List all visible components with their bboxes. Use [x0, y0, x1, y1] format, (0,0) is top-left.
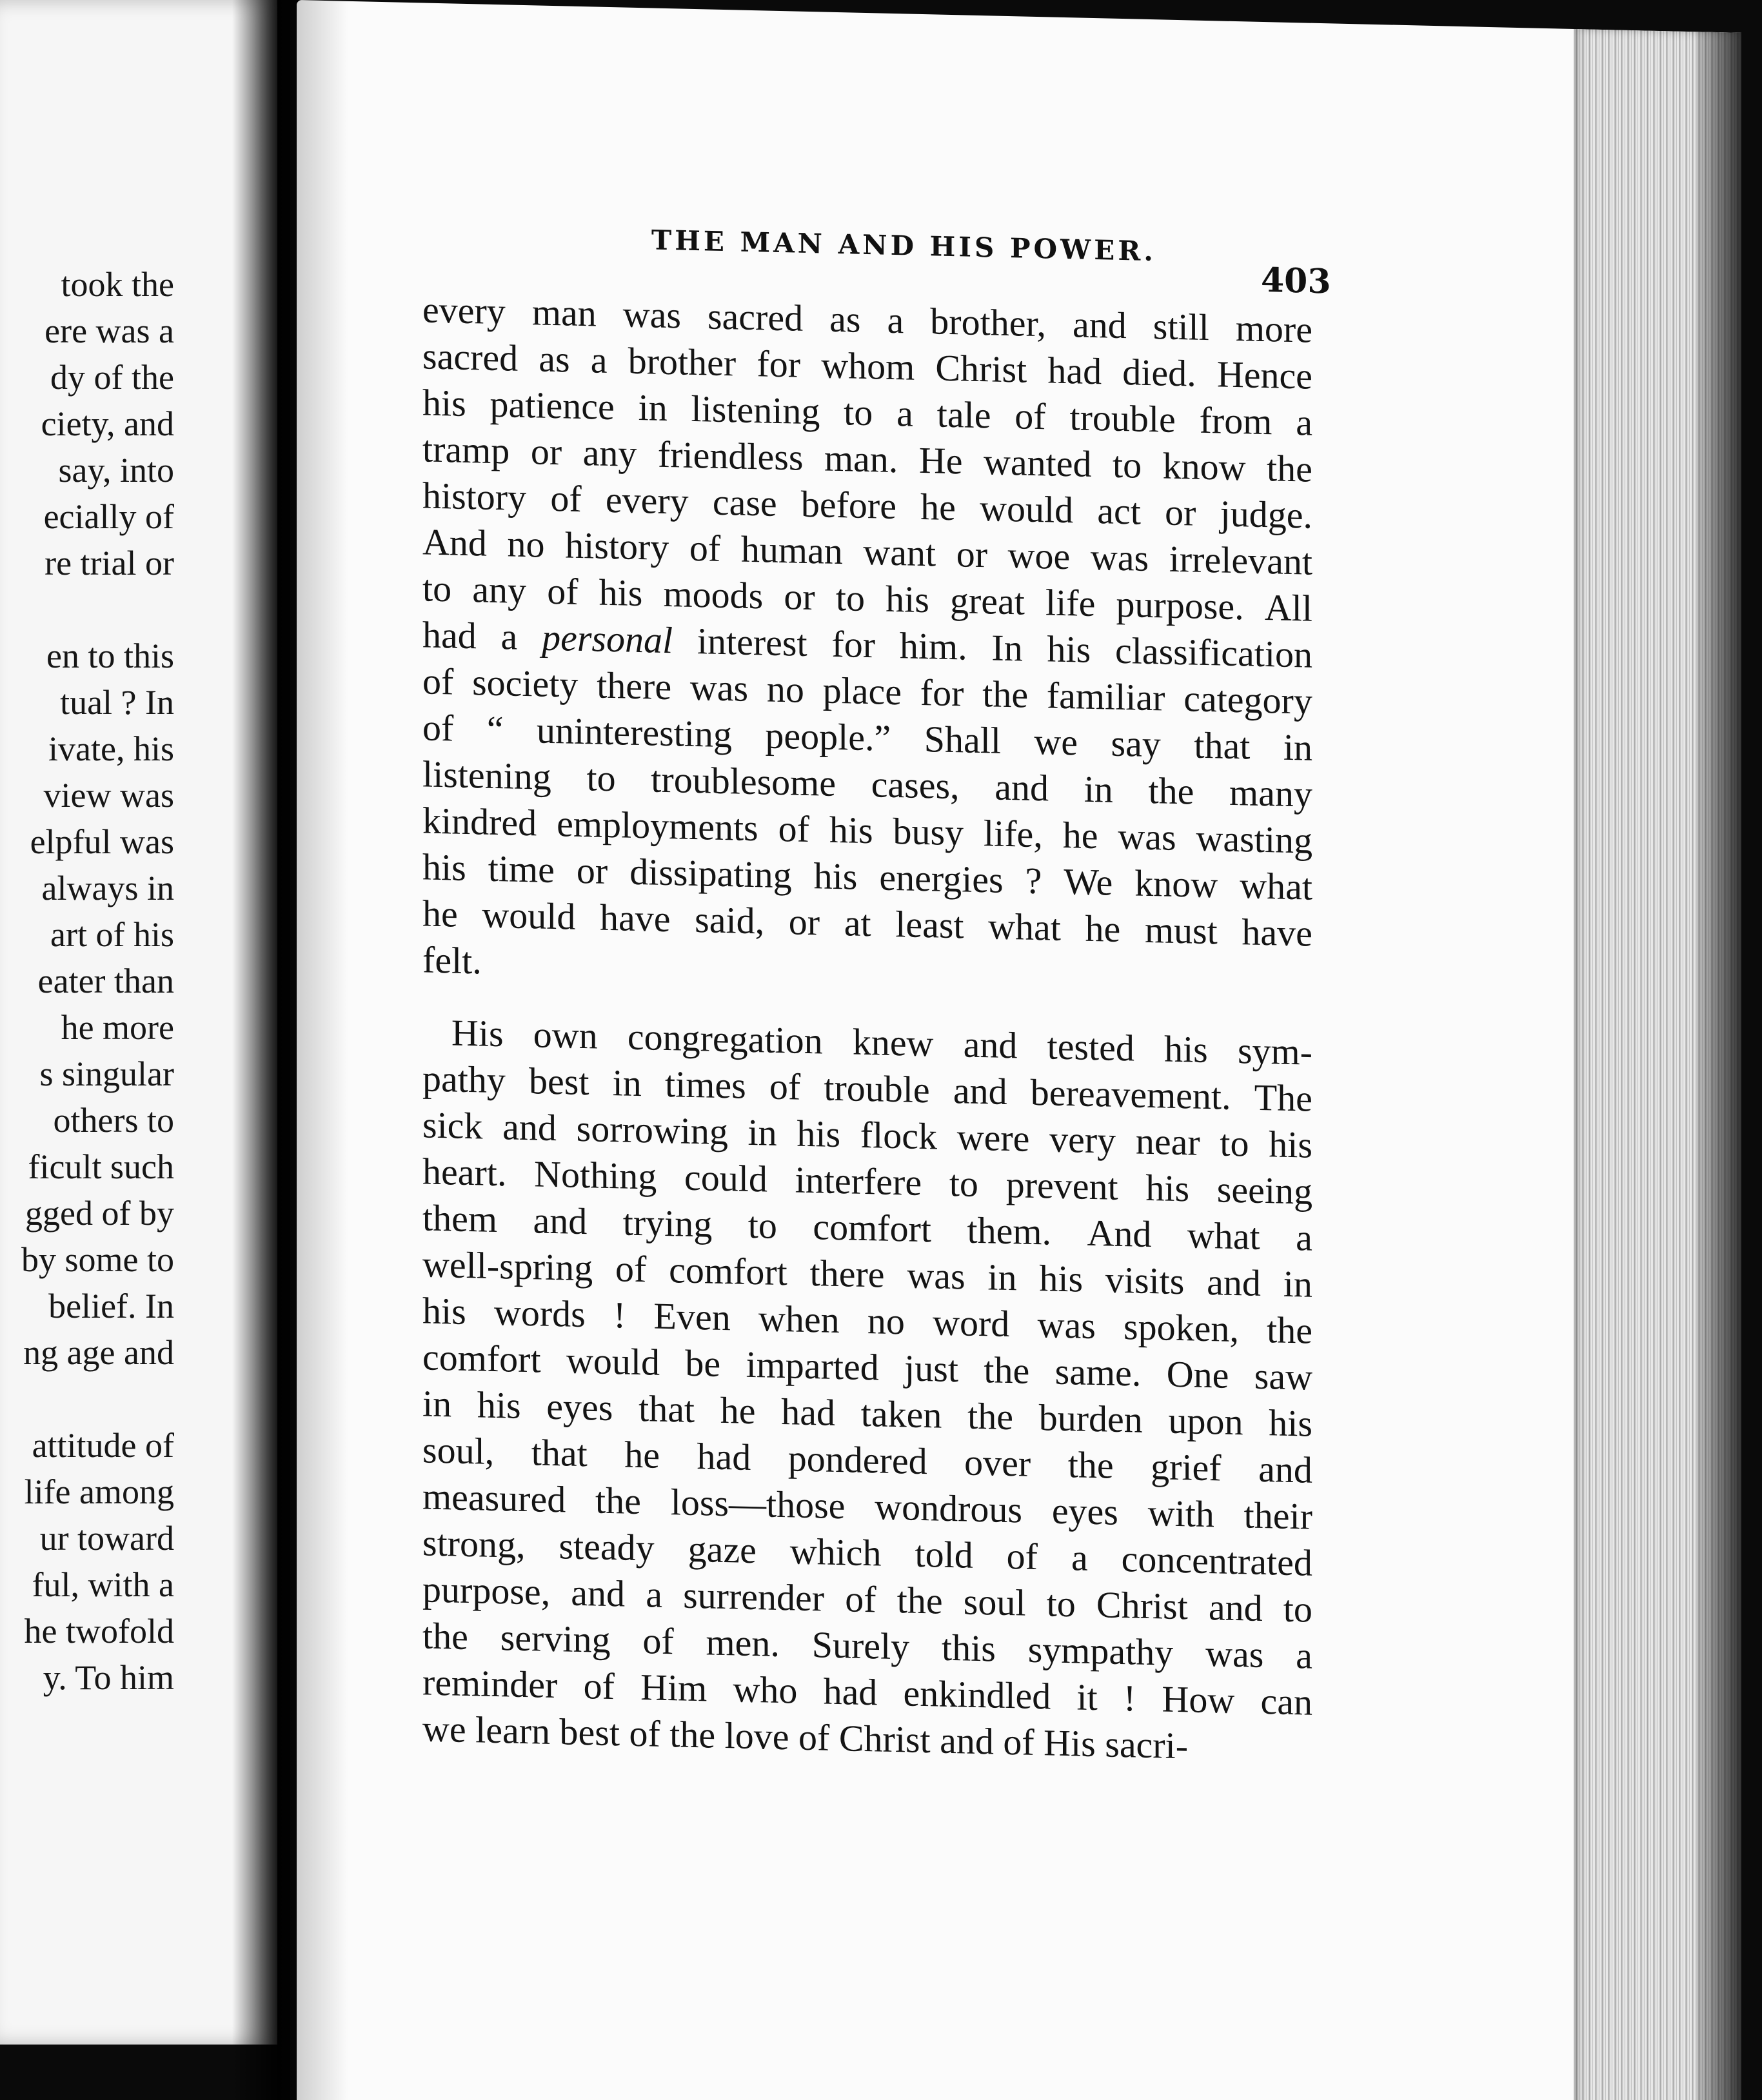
text-line: his patience in listening to a tale of trouble from a [422, 381, 1312, 444]
left-page-line: tual ? In [60, 683, 174, 722]
text-line: reminder of Him who had enkindled it ! How can [422, 1661, 1312, 1723]
left-page-line: s singular [39, 1055, 174, 1093]
left-page-line: gged of by [25, 1194, 174, 1233]
page-number: 403 [1261, 260, 1331, 302]
left-page-line: elpful was [30, 822, 174, 861]
left-page-line: say, into [58, 451, 174, 490]
left-page-line: ng age and [23, 1333, 174, 1372]
text-line: felt. [422, 938, 482, 982]
left-page-line: always in [41, 869, 174, 907]
text-line: kindred employments of his busy life, he was wasting [422, 799, 1312, 862]
text-line: comfort would be imparted just the same. One saw [422, 1336, 1312, 1398]
left-page-line: y. To him [43, 1658, 174, 1697]
page-edges-shadow [1696, 32, 1741, 2100]
left-page-line: took the [61, 265, 174, 304]
text-line: the serving of men. Surely this sympathy was a [422, 1614, 1312, 1677]
body-text [422, 286, 1312, 1767]
left-page-line: he more [61, 1008, 174, 1047]
text-line: soul, that he had pondered over the grief and [422, 1429, 1312, 1491]
text-line: sick and sorrowing in his flock were very near to his [422, 1104, 1312, 1166]
left-page-line: ecially of [43, 497, 174, 536]
left-page-line: ivate, his [48, 729, 174, 768]
text-line: listening to troublesome cases, and in the many [422, 753, 1312, 815]
text-line: in his eyes that he had taken the burden upon his [422, 1382, 1312, 1445]
left-page-line: view was [43, 776, 174, 815]
left-page-line: art of his [50, 915, 174, 954]
text-line: to any of his moods or to his great life purpose. All [422, 567, 1312, 629]
left-page-line: re trial or [45, 544, 174, 582]
text-line: tramp or any friendless man. He wanted to know the [422, 428, 1312, 490]
left-page-line: by some to [21, 1240, 174, 1279]
left-page-line: ciety, and [41, 404, 174, 443]
text-line: his words ! Even when no word was spoken, the [422, 1289, 1312, 1352]
text-line: he would have said, or at least what he must have [422, 892, 1312, 955]
text-line: of “ uninteresting people.” Shall we say that in [422, 706, 1312, 769]
text-line: every man was sacred as a brother, and still more [422, 288, 1312, 351]
text-line: his time or dissipating his energies ? We know what [422, 846, 1312, 908]
left-page-line: eater than [37, 962, 174, 1000]
text-line: sacred as a brother for whom Christ had died. Hence [422, 335, 1312, 397]
text-line: measured the loss—those wondrous eyes with their [422, 1475, 1312, 1538]
text-line: purpose, and a surrender of the soul to Christ and to [422, 1568, 1312, 1630]
text-line: them and trying to comfort them. And what a [422, 1196, 1312, 1259]
text-line: strong, steady gaze which told of a concentrated [422, 1521, 1312, 1584]
text-line: history of every case before he would act or judge. [422, 474, 1312, 537]
text-line: And no history of human want or woe was irrelevant [422, 520, 1312, 583]
text-line: we learn best of the love of Christ and of His sacri- [422, 1707, 1189, 1767]
left-page-line: ur toward [39, 1519, 174, 1558]
left-page-line: dy of the [50, 358, 174, 397]
left-page-line: belief. In [48, 1287, 174, 1325]
left-page-line: ficult such [28, 1147, 174, 1186]
left-page-line: he twofold [24, 1612, 174, 1650]
right-page [297, 0, 1741, 2100]
left-page-line: attitude of [32, 1426, 174, 1465]
text-line: well-spring of comfort there was in his visits and in [422, 1243, 1312, 1305]
text-line: His own congregation knew and tested his sym- [451, 1011, 1312, 1073]
left-page-line: en to this [46, 637, 174, 675]
left-page-line: life among [24, 1472, 174, 1511]
text-line: had a personal interest for him. In his classification [422, 613, 1312, 676]
text-line: pathy best in times of trouble and bereavement. The [422, 1057, 1312, 1120]
left-page-line: ful, with a [32, 1565, 174, 1604]
text-line: of society there was no place for the familiar category [422, 660, 1312, 722]
left-page-line: others to [53, 1101, 174, 1140]
text-line: heart. Nothing could interfere to prevent his seeing [422, 1150, 1312, 1213]
gutter-curve [297, 0, 348, 2100]
left-page-line: ere was a [45, 312, 174, 350]
running-head: THE MAN AND HIS POWER. [651, 224, 1156, 268]
